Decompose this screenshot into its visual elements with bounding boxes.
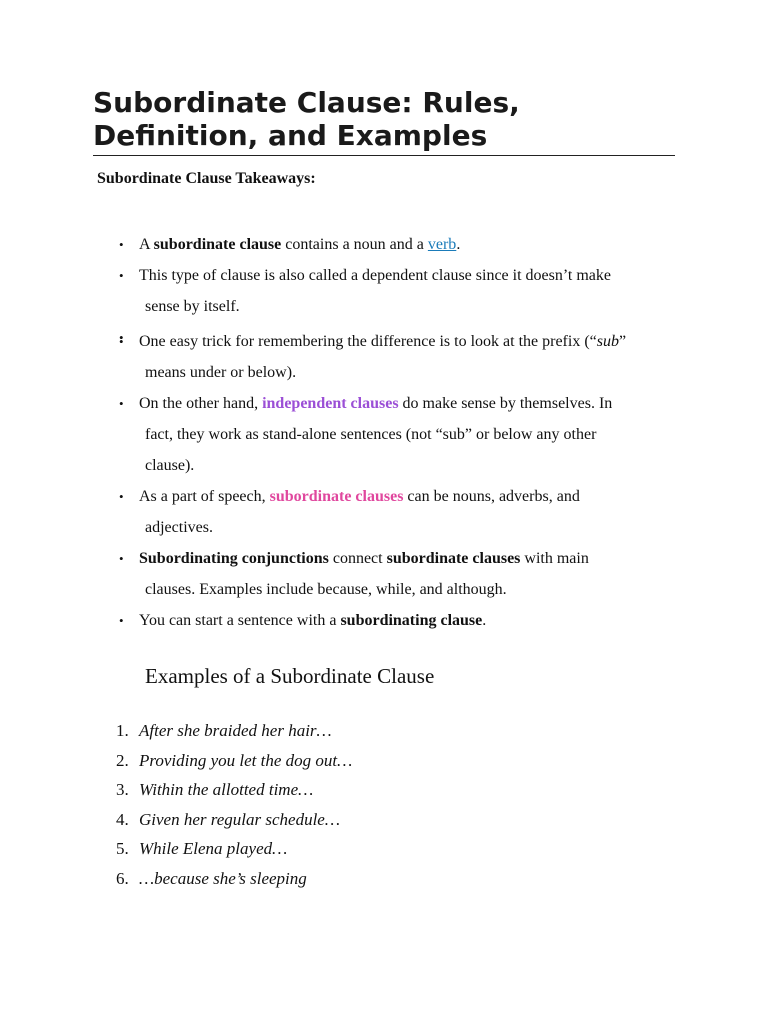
takeaways-list xyxy=(112,229,660,636)
list-item: • As a part of speech, subordinate clauses can be nouns, adverbs, and adjectives. xyxy=(112,481,660,543)
list-item: 4. Given her regular schedule… xyxy=(116,809,340,829)
examples-heading: Examples of a Subordinate Clause xyxy=(145,664,435,688)
list-item: 2. Providing you let the dog out… xyxy=(116,750,353,770)
list-item: • Subordinating conjunctions connect subordinate clauses with main clauses. Examples include because, while, and although. xyxy=(112,543,660,605)
term-subordinate-clause: subordinate clause xyxy=(153,236,282,253)
verb-link[interactable]: verb xyxy=(427,236,457,253)
list-item: 6. …because she’s sleeping xyxy=(116,868,307,888)
examples-list xyxy=(112,716,352,893)
takeaways-label: Subordinate Clause Takeaways: xyxy=(97,170,316,187)
list-item: • One easy trick for remembering the difference is to look at the prefix (“sub” means under or below). xyxy=(112,326,660,388)
list-item: • A subordinate clause contains a noun and a verb. xyxy=(112,229,660,260)
list-item: 1. After she braided her hair… xyxy=(116,721,332,740)
list-item: 3. Within the allotted time… xyxy=(116,780,314,799)
list-item: • On the other hand, independent clauses do make sense by themselves. In fact, they work as stand-alone sentences (not “sub” or below any other clause). xyxy=(112,388,660,481)
subordinate-clauses-highlight: subordinate clauses xyxy=(269,488,404,505)
list-item: • This type of clause is also called a dependent clause since it doesn’t make sense by itself. xyxy=(112,260,660,322)
independent-clauses-highlight: independent clauses xyxy=(262,395,399,412)
list-item: • You can start a sentence with a subordinating clause. xyxy=(112,605,660,636)
list-item: 5. While Elena played… xyxy=(116,839,288,858)
page-title: Subordinate Clause: Rules, Definition, and Examples xyxy=(93,86,675,156)
